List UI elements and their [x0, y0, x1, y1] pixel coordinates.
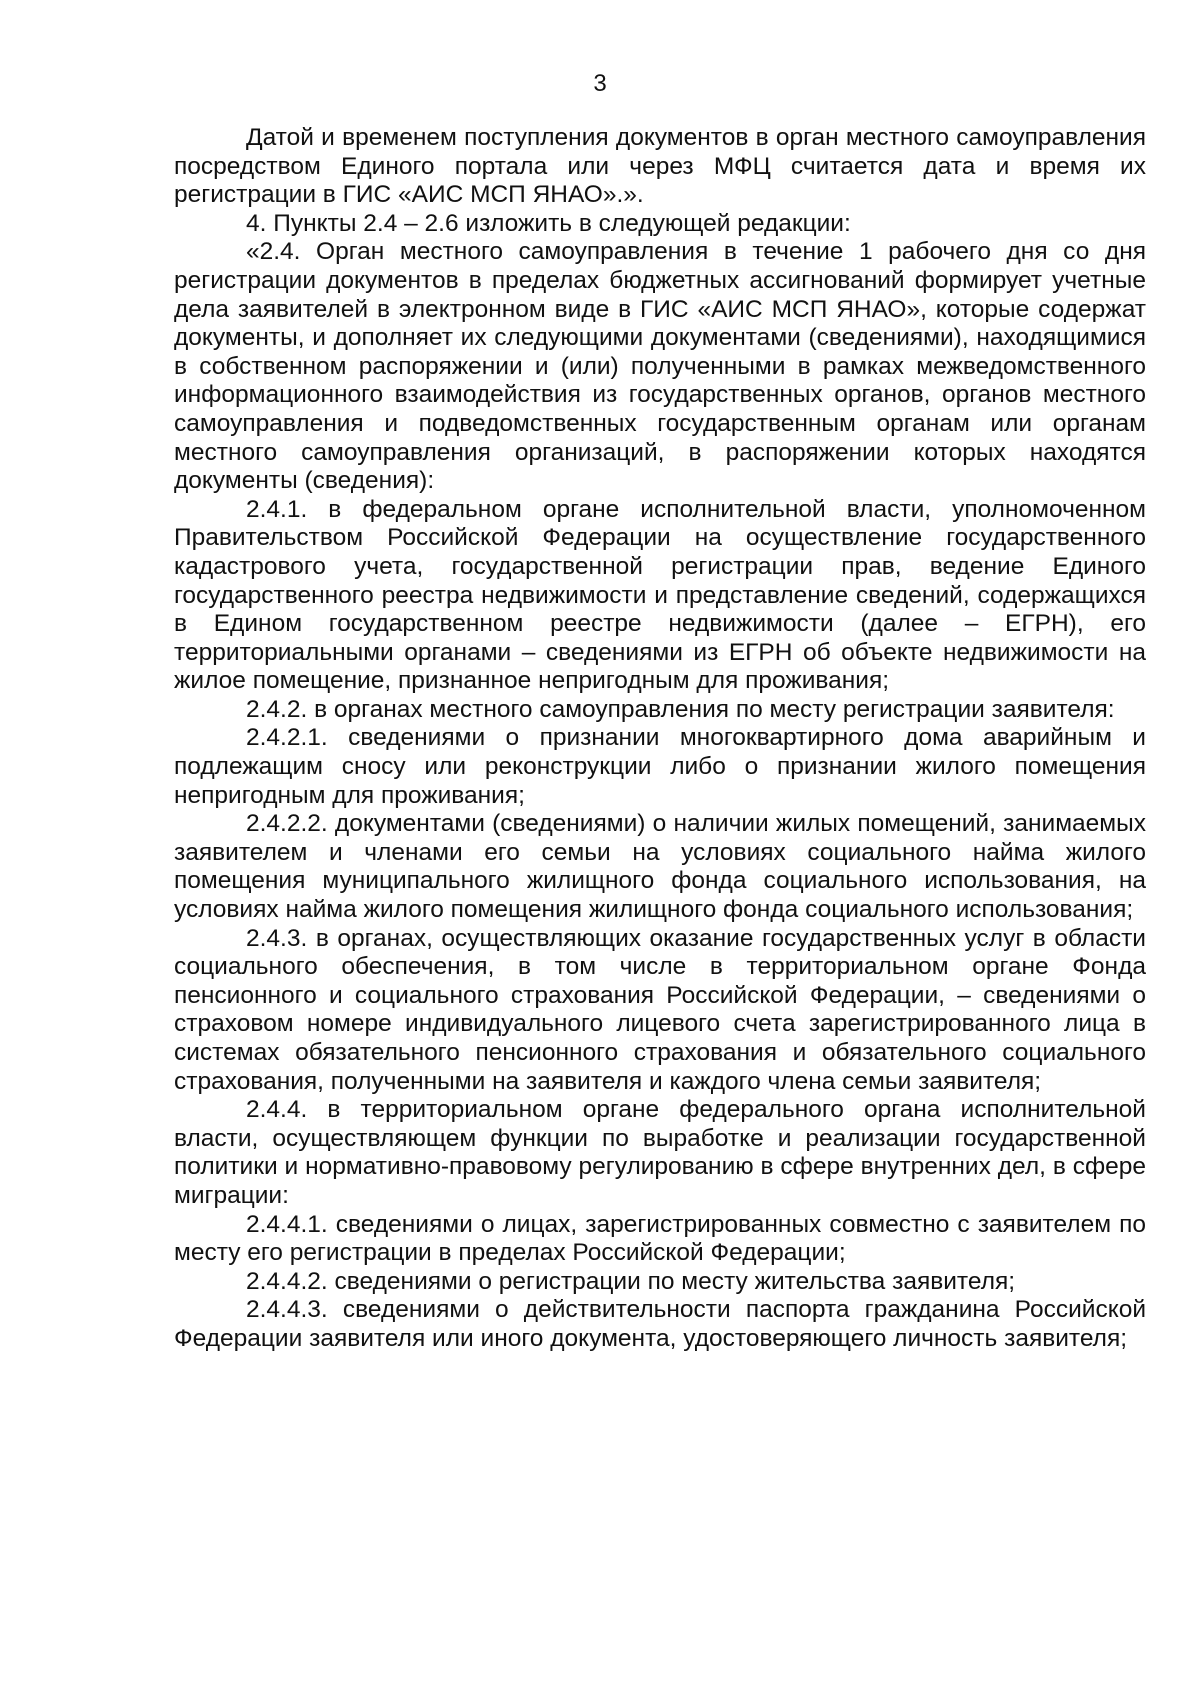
paragraph-item-4: 4. Пункты 2.4 – 2.6 изложить в следующей редакции: — [246, 209, 851, 237]
paragraph-2-4-1: 2.4.1. в федеральном органе исполнительной власти, уполномоченном Правительством Российской Федерации на осуществление государственного кадастрового учета, государственной регистрации прав, ведение Единого государственного реестра недвижимости и представление сведений, содержащихся в Едином государственном реестре недвижимости (далее – ЕГРН), его территориальными органами – сведениями из ЕГРН об объекте недвижимости на жилое помещение, признанное непригодным для проживания; — [174, 495, 1146, 695]
page-number: 3 — [593, 70, 607, 97]
paragraph-2-4: «2.4. Орган местного самоуправления в течение 1 рабочего дня со дня регистрации документов в пределах бюджетных ассигнований формирует учетные дела заявителей в электронном виде в ГИС «АИС МСП ЯНАО», которые содержат документы, и дополняет их следующими документами (сведениями), находящимися в собственном распоряжении и (или) полученными в рамках межведомственного информационного взаимодействия из государственных органов, органов местного самоуправления и подведомственных государственным органам или органам местного самоуправления организаций, в распоряжении которых находятся документы (сведения): — [174, 238, 1146, 495]
paragraph-submission-date: Датой и временем поступления документов в орган местного самоуправления посредством Единого портала или через МФЦ считается дата и время их регистрации в ГИС «АИС МСП ЯНАО».». — [174, 124, 1146, 209]
paragraph-2-4-3: 2.4.3. в органах, осуществляющих оказание государственных услуг в области социального обеспечения, в том числе в территориальном органе Фонда пенсионного и социального страхования Российской Федерации, – сведениями о страховом номере индивидуального лицевого счета зарегистрированного лица в системах обязательного пенсионного страхования и обязательного социального страхования, полученными на заявителя и каждого члена семьи заявителя; — [174, 924, 1146, 1095]
paragraph-2-4-4: 2.4.4. в территориальном органе федерального органа исполнительной власти, осуществляющем функции по выработке и реализации государственной политики и нормативно-правовому регулированию в сфере внутренних дел, в сфере миграции: — [174, 1096, 1146, 1209]
paragraph-2-4-2-1: 2.4.2.1. сведениями о признании многоквартирного дома аварийным и подлежащим сносу или реконструкции либо о признании жилого помещения непригодным для проживания; — [174, 724, 1146, 809]
paragraph-2-4-4-1: 2.4.4.1. сведениями о лицах, зарегистрированных совместно с заявителем по месту его регистрации в пределах Российской Федерации; — [174, 1210, 1146, 1267]
paragraph-2-4-2-2: 2.4.2.2. документами (сведениями) о наличии жилых помещений, занимаемых заявителем и членами его семьи на условиях социального найма жилого помещения муниципального жилищного фонда социального использования, на условиях найма жилого помещения жилищного фонда социального использования; — [174, 810, 1146, 924]
document-body — [174, 124, 1146, 1354]
paragraph-2-4-2: 2.4.2. в органах местного самоуправления по месту регистрации заявителя: — [246, 695, 1115, 723]
paragraph-2-4-4-3: 2.4.4.3. сведениями о действительности паспорта гражданина Российской Федерации заявителя или иного документа, удостоверяющего личность заявителя; — [174, 1296, 1146, 1352]
paragraph-2-4-4-2: 2.4.4.2. сведениями о регистрации по месту жительства заявителя; — [246, 1267, 1016, 1295]
